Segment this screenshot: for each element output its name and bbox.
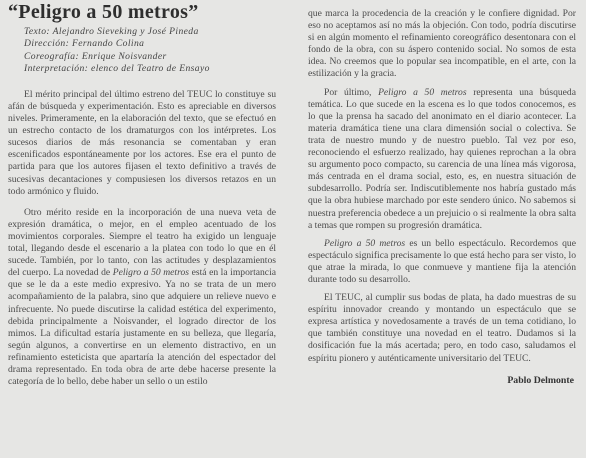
left-column (8, 0, 276, 397)
body-paragraph: que marca la procedencia de la creación y le confiere dignidad. Por eso no aceptamos así no más la objeción. Con todo, podría discutirse si en algún momento el refinamiento coreográfico desentonara con el fondo de la obra, con su áspero contenido social. No somos de esta idea. No creemos que lo popular sea incompatible, en el arte, con la estilización y la gracia. (308, 8, 576, 80)
credit-direction: Dirección: Fernando Colina (24, 38, 145, 50)
credits-block (8, 26, 276, 75)
credit-interpretation: Interpretación: elenco del Teatro de Ensayo (24, 62, 210, 74)
work-title: Peligro a 50 metros (378, 86, 467, 98)
work-title: Peligro a 50 metros (112, 267, 190, 279)
body-paragraph: Otro mérito reside en la incorporación de una nueva veta de expresión dramática, o mejor, en el empleo acentuado de los movimientos corporales. Siempre el teatro ha exigido un lenguaje total, llegando desde el escenario a la platea con todo lo que en él sucede. También, por lo tanto, con las actitudes y desplazamientos del cuerpo. La novedad de Peligro a 50 metros está en la importancia que se le da a este medio expresivo. Ya no se trata de un mero acompañamiento de la palabra, sino que adquiere un relieve nuevo e infrecuente. No puede discutirse la calidad estética del experimento, debida principalmente a Noisvander, el logrado director de los mimos. La dificultad estaría justamente en su belleza, que llegaría, según algunos, a convertirse en un elemento distractivo, en un refinamiento esteticista que apartaría la atención del espectador del drama representado. En toda obra de arte debe hacerse presente la categoría de lo bello, debe haber un sello o un estilo (8, 206, 276, 388)
credit-text: Texto: Alejandro Sieveking y José Pineda (24, 26, 199, 38)
work-title: Peligro a 50 metros (324, 237, 406, 249)
article-title: “Peligro a 50 metros” (8, 1, 199, 23)
body-paragraph: El mérito principal del último estreno del TEUC lo constituye su afán de búsqueda y experimentación. Esto es apreciable en diversos niveles. Primeramente, en la elaboración del texto, que se efectuó en un estrecho contacto de los dramaturgos con los intérpretes. Los sucesos diarios de más resonancia se comentaban y eran escenificados espontáneamente por los actores. Ese era el punto de partida para que los autores fijasen el texto definitivo a través de sucesivas decantaciones y compusiesen los diversos retazos en un todo armónico y fluido. (8, 88, 276, 197)
credit-choreography: Coreografía: Enrique Noisvander (24, 50, 167, 62)
author-signature: Pablo Delmonte (507, 374, 574, 386)
body-paragraph: El TEUC, al cumplir sus bodas de plata, ha dado muestras de su espíritu innovador creando y montando un espectáculo que se expresa artística y novedosamente a través de un tema cotidiano, lo que también constituye una novedad en el teatro. Dudamos si la dosificación fue la más acertada; pero, en todo caso, saludamos el espíritu pionero y auténticamente universitario del TEUC. (308, 292, 576, 364)
right-column (308, 8, 576, 387)
body-paragraph: Peligro a 50 metros es un bello espectáculo. Recordemos que espectáculo significa precisamente lo que está hecho para ser visto, lo que atrae la mirada, lo que conmueve y mantiene fija la atención durante todo su desarrollo. (308, 237, 576, 285)
body-paragraph: Por último, Peligro a 50 metros representa una búsqueda temática. Lo que sucede en la escena es lo que todos conocemos, es lo que la prensa ha sacado del anonimato en el diario acontecer. La materia dramática tiene una clara dimensión social o colectiva. Se trata de nuestro mundo y de nuestro pueblo. Tal vez por eso, reconociendo el esfuerzo realizado, hay quienes reprochan a la obra su argumento poco compacto, su carencia de una línea más vigorosa, más centrada en el drama social, esto, es, en nuestra situación de subdesarrollo. Podría ser. Indiscutiblemente nos habría gustado más que la obra hubiese marchado por este sendero único. No sabemos si nuestra preferencia obedece a un prejuicio o si realmente la obra salta a temas que rompen su progresión dramática. (308, 86, 576, 231)
